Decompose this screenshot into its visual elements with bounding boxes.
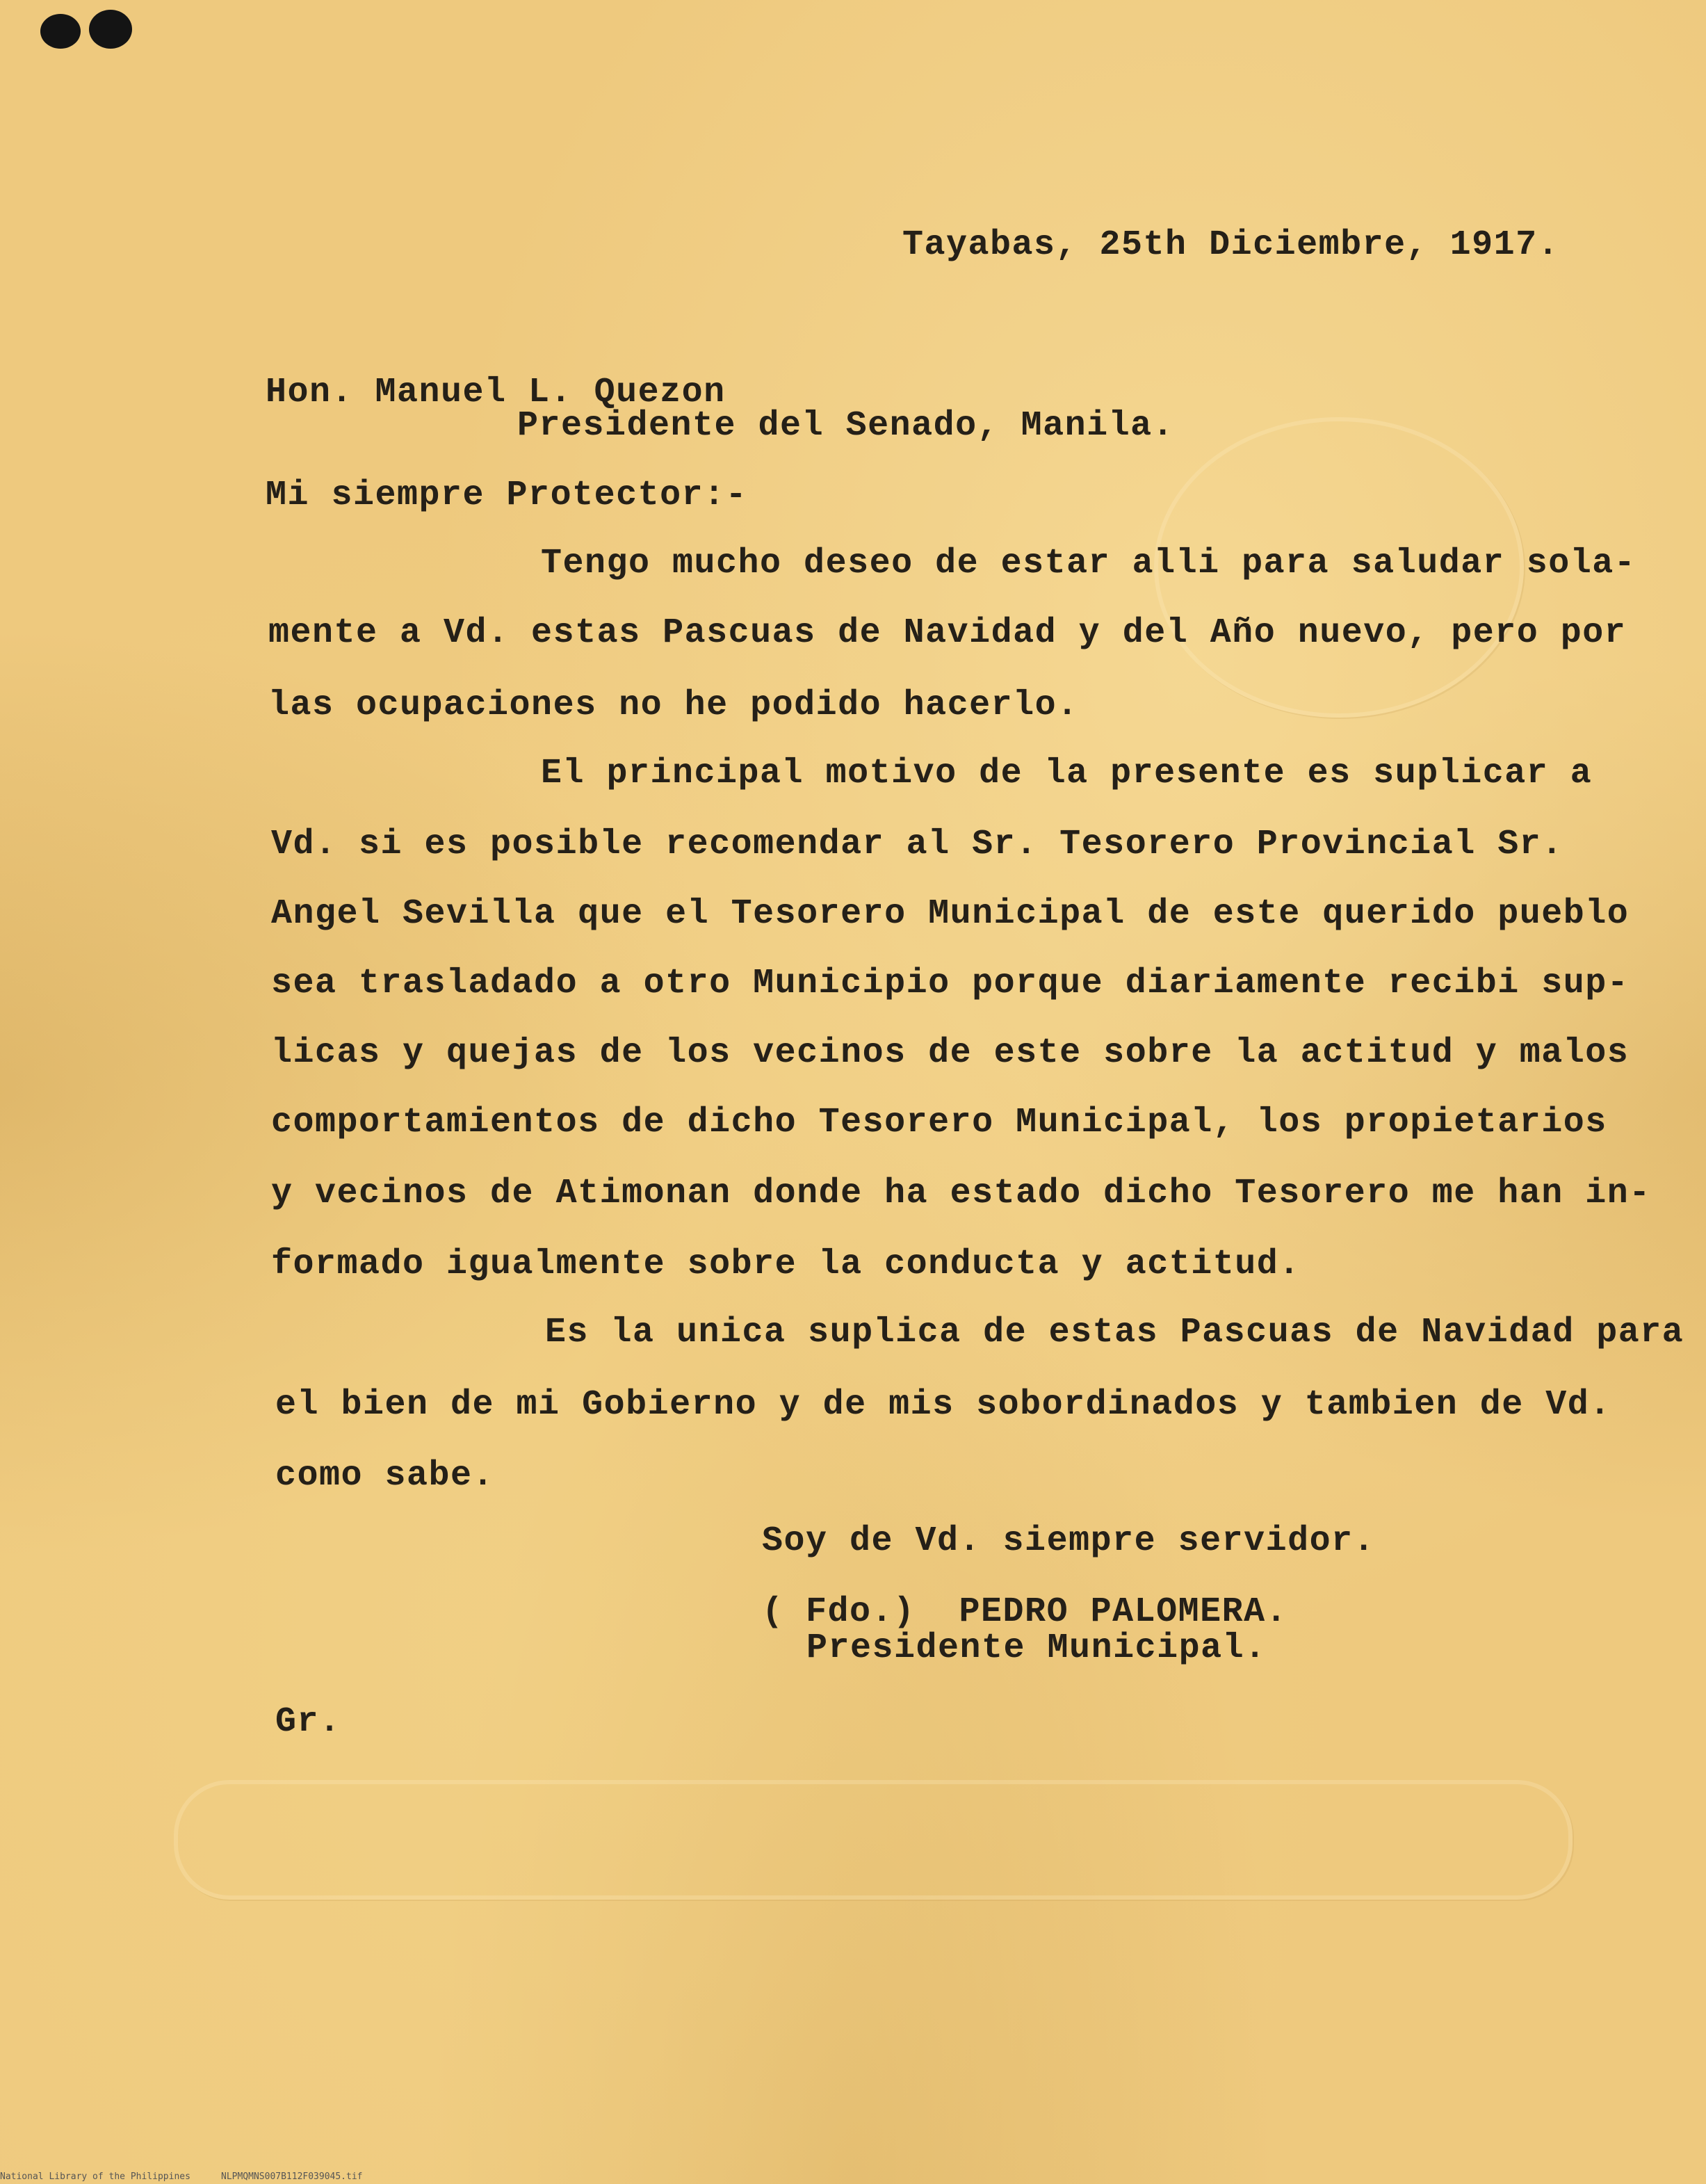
body-line-7: sea trasladado a otro Municipio porque diariamente recibi sup- [271,964,1630,1003]
letter-date: Tayabas, 25th Diciembre, 1917. [902,225,1560,265]
body-line-12: Es la unica suplica de estas Pascuas de Navidad para [545,1313,1684,1352]
body-line-8: licas y quejas de los vecinos de este sobre la actitud y malos [271,1033,1630,1073]
salutation: Mi siempre Protector:- [266,476,748,515]
body-line-10: y vecinos de Atimonan donde ha estado dicho Tesorero me han in- [271,1174,1651,1213]
body-line-3: las ocupaciones no he podido hacerlo. [268,686,1079,725]
punch-hole-left [40,14,81,49]
punch-hole-right [89,10,132,49]
body-line-1: Tengo mucho deseo de estar alli para saludar sola- [541,544,1636,583]
body-line-9: comportamientos de dicho Tesorero Municipal, los propietarios [271,1103,1607,1142]
body-line-4: El principal motivo de la presente es suplicar a [541,754,1593,793]
body-line-5: Vd. si es posible recomendar al Sr. Tesorero Provincial Sr. [271,825,1563,864]
body-line-13: el bien de mi Gobierno y de mis sobordinados y tambien de Vd. [275,1385,1611,1425]
signer-title: Presidente Municipal. [806,1628,1267,1668]
addressee-title: Presidente del Senado, Manila. [517,406,1175,446]
body-line-6: Angel Sevilla que el Tesorero Municipal de este querido pueblo [271,894,1630,934]
body-line-11: formado igualmente sobre la conducta y actitud. [271,1245,1301,1284]
typist-initials: Gr. [275,1702,341,1742]
body-line-2: mente a Vd. estas Pascuas de Navidad y del Año nuevo, pero por [268,613,1627,653]
signature: ( Fdo.) PEDRO PALOMERA. [762,1592,1288,1632]
archive-label: National Library of the Philippines [0,2171,190,2182]
body-line-14: como sabe. [275,1456,495,1496]
closing: Soy de Vd. siempre servidor. [762,1521,1376,1561]
addressee-name: Hon. Manuel L. Quezon [266,373,726,412]
embossed-seal-bottom [174,1780,1573,1900]
file-id: NLPMQMNS007B112F039045.tif [221,2171,363,2182]
